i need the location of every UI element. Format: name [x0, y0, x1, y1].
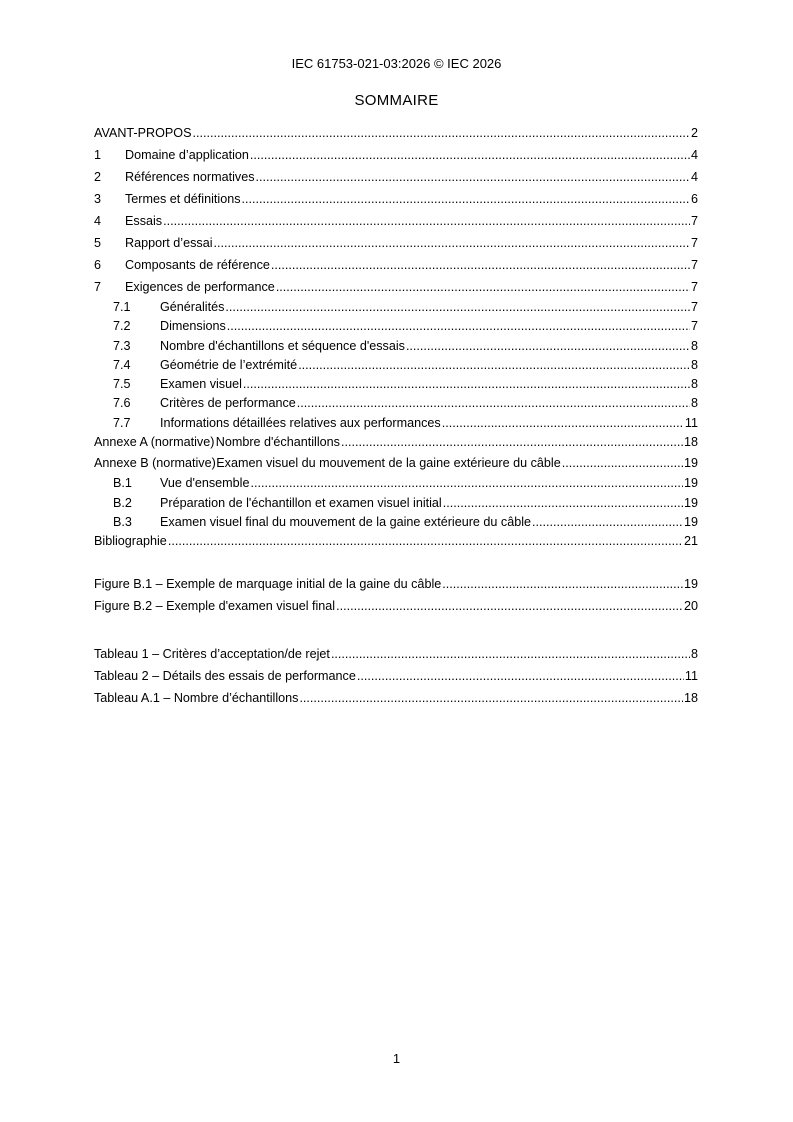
- toc-entry-bibliography[interactable]: [94, 532, 698, 551]
- toc-entry-number: B.2: [113, 495, 132, 510]
- figure-entry-text: Figure B.1 – Exemple de marquage initial de la gaine du câble: [94, 576, 442, 591]
- toc-entry-text: Exigences de performance: [125, 280, 275, 294]
- toc-entry-page: 8: [690, 377, 698, 392]
- toc-leader-dots: [442, 573, 683, 595]
- toc-leader-dots: [271, 254, 690, 276]
- toc-entry-number: 7.5: [113, 377, 131, 392]
- toc-leader-dots: [163, 210, 690, 232]
- list-of-tables-entry-a1[interactable]: [94, 687, 698, 709]
- toc-entry-number: 2: [94, 170, 102, 184]
- toc-entry-text: Nombre d'échantillons et séquence d'essais: [160, 338, 405, 353]
- toc-leader-dots: [225, 298, 690, 317]
- toc-entry-7-5[interactable]: [94, 375, 698, 394]
- toc-entry-page: 8: [690, 396, 698, 411]
- figure-entry-page: 19: [683, 576, 698, 591]
- toc-entry-page: 21: [683, 534, 698, 549]
- toc-entry-page: 8: [690, 357, 698, 372]
- toc-entry-foreword[interactable]: [94, 122, 698, 144]
- toc-entry-page: 19: [683, 514, 698, 529]
- toc-leader-dots: [168, 532, 683, 551]
- toc-entry-page: 7: [690, 280, 698, 294]
- toc-leader-dots: [242, 188, 690, 210]
- toc-entry-number: B.3: [113, 514, 132, 529]
- toc-entry-text: Généralités: [160, 300, 225, 314]
- toc-leader-dots: [299, 687, 683, 709]
- list-of-figures-entry-b1[interactable]: [94, 573, 698, 595]
- toc-entry-text: AVANT-PROPOS: [94, 126, 192, 140]
- toc-leader-dots: [250, 144, 690, 166]
- toc-entry-number: 4: [94, 214, 102, 228]
- toc-title: SOMMAIRE: [354, 92, 439, 109]
- toc-entry-7[interactable]: [94, 276, 698, 298]
- toc-leader-dots: [193, 122, 690, 144]
- toc-entry-text: Domaine d’application: [125, 148, 249, 162]
- toc-entry-b-3[interactable]: [94, 513, 698, 532]
- toc-entry-3[interactable]: [94, 188, 698, 210]
- page-number: 1: [392, 1051, 401, 1066]
- toc-entry-b-2[interactable]: [94, 494, 698, 513]
- toc-leader-dots: [298, 356, 690, 375]
- toc-entry-text: Critères de performance: [160, 396, 296, 411]
- toc-entry-number: 5: [94, 236, 102, 250]
- toc-entry-page: 4: [690, 148, 698, 162]
- toc-entry-5[interactable]: [94, 232, 698, 254]
- toc-entry-text: Références normatives: [125, 170, 255, 184]
- toc-leader-dots: [243, 375, 690, 394]
- toc-entry-number: 7.3: [113, 338, 131, 353]
- table-entry-page: 11: [684, 668, 698, 683]
- toc-entry-page: 19: [683, 495, 698, 510]
- toc-entry-number: 7: [94, 280, 102, 294]
- toc-entry-1[interactable]: [94, 144, 698, 166]
- toc-entry-number: 7.1: [113, 300, 131, 314]
- toc-entry-7-6[interactable]: [94, 394, 698, 413]
- toc-entry-page: 19: [683, 476, 698, 491]
- toc-entry-annex-b[interactable]: [94, 452, 698, 474]
- table-of-contents: [94, 122, 698, 709]
- toc-entry-2[interactable]: [94, 166, 698, 188]
- toc-entry-number: 1: [94, 148, 102, 162]
- toc-entry-7-3[interactable]: [94, 337, 698, 356]
- toc-entry-text: Composants de référence: [125, 258, 270, 272]
- toc-entry-page: 18: [683, 435, 698, 450]
- toc-entry-7-4[interactable]: [94, 356, 698, 375]
- toc-entry-page: 7: [690, 236, 698, 250]
- toc-entry-6[interactable]: [94, 254, 698, 276]
- toc-leader-dots: [532, 513, 683, 532]
- toc-entry-page: 7: [690, 214, 698, 228]
- toc-entry-text: Vue d'ensemble: [160, 476, 250, 491]
- toc-entry-annex-label: Annexe A (normative): [94, 435, 215, 450]
- toc-entry-number: B.1: [113, 476, 132, 491]
- toc-entry-7-7[interactable]: [94, 414, 698, 433]
- list-of-tables-entry-1[interactable]: [94, 643, 698, 665]
- table-entry-page: 18: [683, 690, 698, 705]
- toc-entry-text: Termes et définitions: [125, 192, 241, 206]
- toc-entry-text: Préparation de l'échantillon et examen visuel initial: [160, 495, 442, 510]
- toc-leader-dots: [406, 337, 690, 356]
- toc-entry-text: Examen visuel: [160, 377, 242, 392]
- toc-entry-text: Bibliographie: [94, 534, 167, 549]
- table-entry-text: Tableau 1 – Critères d’acceptation/de rejet: [94, 646, 330, 661]
- toc-entry-page: 6: [690, 192, 698, 206]
- toc-entry-4[interactable]: [94, 210, 698, 232]
- table-entry-text: Tableau A.1 – Nombre d’échantillons: [94, 690, 299, 705]
- toc-leader-dots: [443, 494, 683, 513]
- table-entry-text: Tableau 2 – Détails des essais de performance: [94, 668, 356, 683]
- toc-entry-text: Examen visuel final du mouvement de la gaine extérieure du câble: [160, 514, 532, 529]
- toc-leader-dots: [276, 276, 690, 298]
- toc-leader-dots: [227, 317, 690, 336]
- toc-entry-page: 7: [690, 258, 698, 272]
- toc-leader-dots: [357, 665, 684, 687]
- toc-leader-dots: [331, 643, 690, 665]
- toc-entry-page: 8: [690, 338, 698, 353]
- toc-entry-text: Examen visuel du mouvement de la gaine extérieure du câble: [216, 456, 561, 471]
- toc-entry-annex-a[interactable]: [94, 433, 698, 452]
- list-of-figures-entry-b2[interactable]: [94, 595, 698, 617]
- toc-entry-page: 19: [683, 456, 698, 471]
- toc-entry-number: 3: [94, 192, 102, 206]
- toc-entry-number: 7.7: [113, 415, 131, 430]
- toc-entry-number: 7.4: [113, 357, 131, 372]
- table-entry-page: 8: [690, 646, 698, 661]
- toc-leader-dots: [297, 394, 690, 413]
- toc-leader-dots: [214, 232, 690, 254]
- toc-entry-page: 7: [690, 300, 698, 314]
- toc-entry-page: 2: [690, 126, 698, 140]
- toc-entry-text: Dimensions: [160, 319, 226, 334]
- toc-leader-dots: [442, 414, 684, 433]
- toc-entry-page: 7: [690, 319, 698, 334]
- toc-leader-dots: [256, 166, 690, 188]
- toc-leader-dots: [341, 433, 683, 452]
- toc-entry-number: 6: [94, 258, 102, 272]
- document-header: IEC 61753-021-03:2026 © IEC 2026: [291, 56, 502, 71]
- toc-entry-text: Rapport d’essai: [125, 236, 213, 250]
- toc-entry-number: 7.2: [113, 319, 131, 334]
- toc-entry-number: 7.6: [113, 396, 131, 411]
- list-of-tables-entry-2[interactable]: [94, 665, 698, 687]
- toc-leader-dots: [562, 452, 683, 474]
- toc-entry-text: Essais: [125, 214, 163, 228]
- toc-entry-text: Géométrie de l’extrémité: [160, 357, 298, 372]
- toc-entry-text: Nombre d'échantillons: [215, 435, 340, 450]
- figure-entry-page: 20: [683, 598, 698, 613]
- toc-leader-dots: [250, 474, 683, 493]
- toc-entry-page: 4: [690, 170, 698, 184]
- toc-entry-b-1[interactable]: [94, 474, 698, 493]
- figure-entry-text: Figure B.2 – Exemple d'examen visuel final: [94, 598, 336, 613]
- toc-entry-7-1[interactable]: [94, 298, 698, 317]
- toc-entry-text: Informations détaillées relatives aux performances: [160, 415, 441, 430]
- toc-leader-dots: [336, 595, 683, 617]
- toc-entry-annex-label: Annexe B (normative): [94, 456, 216, 471]
- toc-entry-7-2[interactable]: [94, 317, 698, 336]
- toc-entry-page: 11: [684, 415, 698, 430]
